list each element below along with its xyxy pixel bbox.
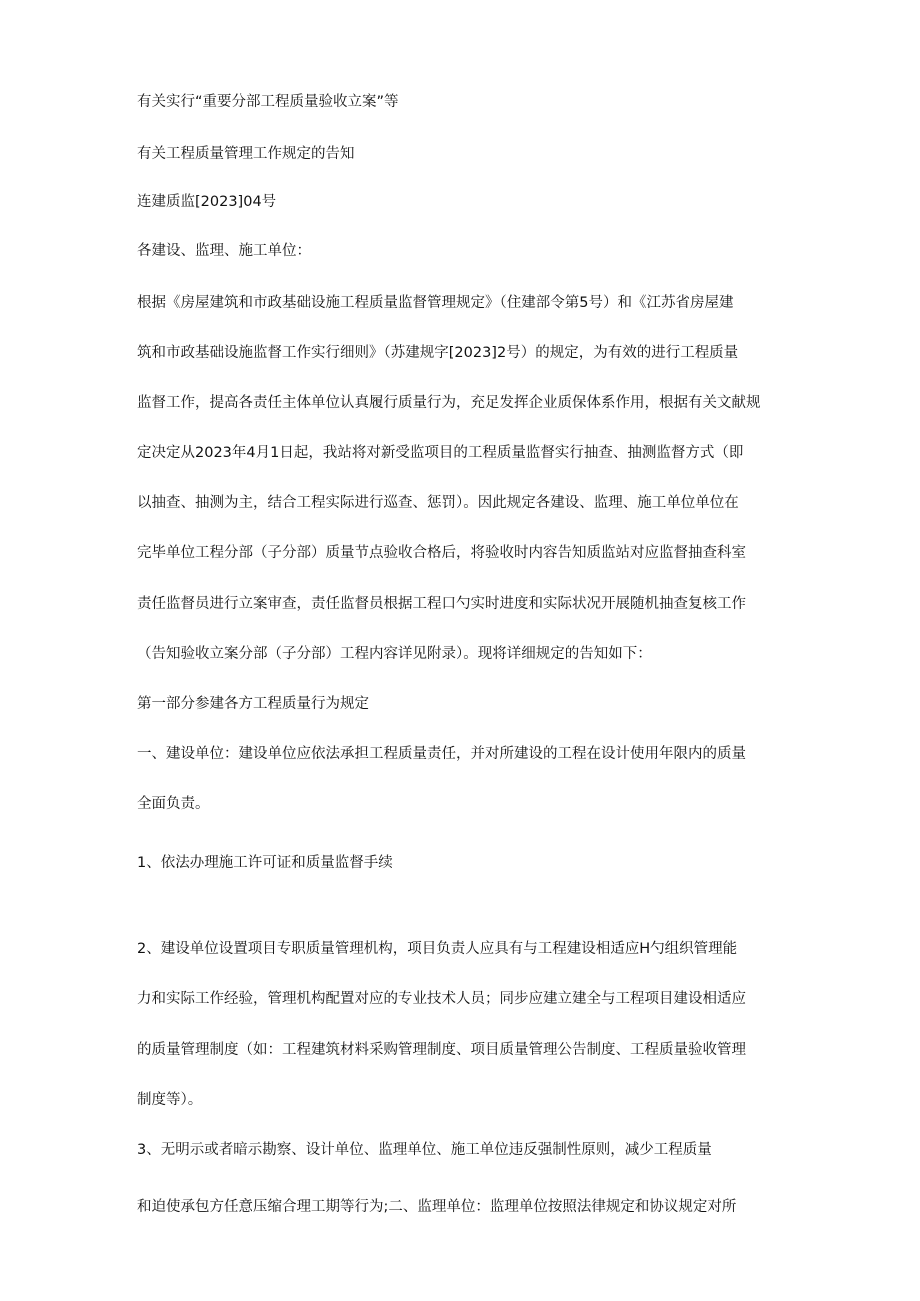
item-2-line: 制度等）。 bbox=[137, 1092, 203, 1108]
section-one-line: 全面负责。 bbox=[137, 796, 210, 812]
heading-line-2: 有关工程质量管理工作规定的告知 bbox=[137, 146, 355, 162]
item-3-line: 和迫使承包方任意压缩合理工期等行为;二、监理单位：监理单位按照法律规定和协议规定对所 bbox=[137, 1199, 737, 1215]
item-3-line: 3、无明示或者暗示勘察、设计单位、监理单位、施工单位违反强制性原则，减少工程质量 bbox=[137, 1142, 712, 1158]
item-1: 1、依法办理施工许可证和质量监督手续 bbox=[137, 855, 393, 871]
intro-line: 监督工作，提高各责任主体单位认真履行质量行为，充足发挥企业质保体系作用，根据有关文献规 bbox=[137, 395, 761, 411]
heading-line-1: 有关实行“重要分部工程质量验收立案”等 bbox=[137, 94, 399, 110]
intro-line: 筑和市政基础设施监督工作实行细则》（苏建规字[2023]2号）的规定，为有效的进行工程质量 bbox=[137, 345, 739, 361]
intro-line: 完毕单位工程分部（子分部）质量节点验收合格后，将验收时内容告知质监站对应监督抽查科室 bbox=[137, 545, 746, 561]
intro-line: （告知验收立案分部（子分部）工程内容详见附录）。现将详细规定的告知如下： bbox=[137, 646, 652, 662]
item-2-line: 2、建设单位设置项目专职质量管理机构，项目负责人应具有与工程建设相适应H勺组织管理能 bbox=[137, 941, 738, 957]
addressee: 各建设、监理、施工单位： bbox=[137, 243, 311, 259]
intro-line: 根据《房屋建筑和市政基础设施工程质量监督管理规定》（住建部令第5号）和《江苏省房屋建 bbox=[137, 295, 734, 311]
item-2-line: 力和实际工作经验，管理机构配置对应的专业技术人员；同步应建立建全与工程项目建设相适应 bbox=[137, 991, 746, 1007]
document-number: 连建质监[2023]04号 bbox=[137, 194, 277, 210]
section-one-line: 一、建设单位：建设单位应依法承担工程质量责任，并对所建设的工程在设计使用年限内的质量 bbox=[137, 746, 746, 762]
intro-line: 以抽查、抽测为主，结合工程实际进行巡查、惩罚）。因此规定各建设、监理、施工单位单位在 bbox=[137, 495, 739, 511]
intro-line: 定决定从2023年4月1日起，我站将对新受监项目的工程质量监督实行抽查、抽测监督方式（即 bbox=[137, 445, 744, 461]
part-one-title: 第一部分参建各方工程质量行为规定 bbox=[137, 696, 369, 712]
item-2-line: 的质量管理制度（如：工程建筑材料采购管理制度、项目质量管理公告制度、工程质量验收管理 bbox=[137, 1042, 746, 1058]
intro-line: 责任监督员进行立案审查，责任监督员根据工程口勺实时进度和实际状况开展随机抽查复核工作 bbox=[137, 596, 746, 612]
